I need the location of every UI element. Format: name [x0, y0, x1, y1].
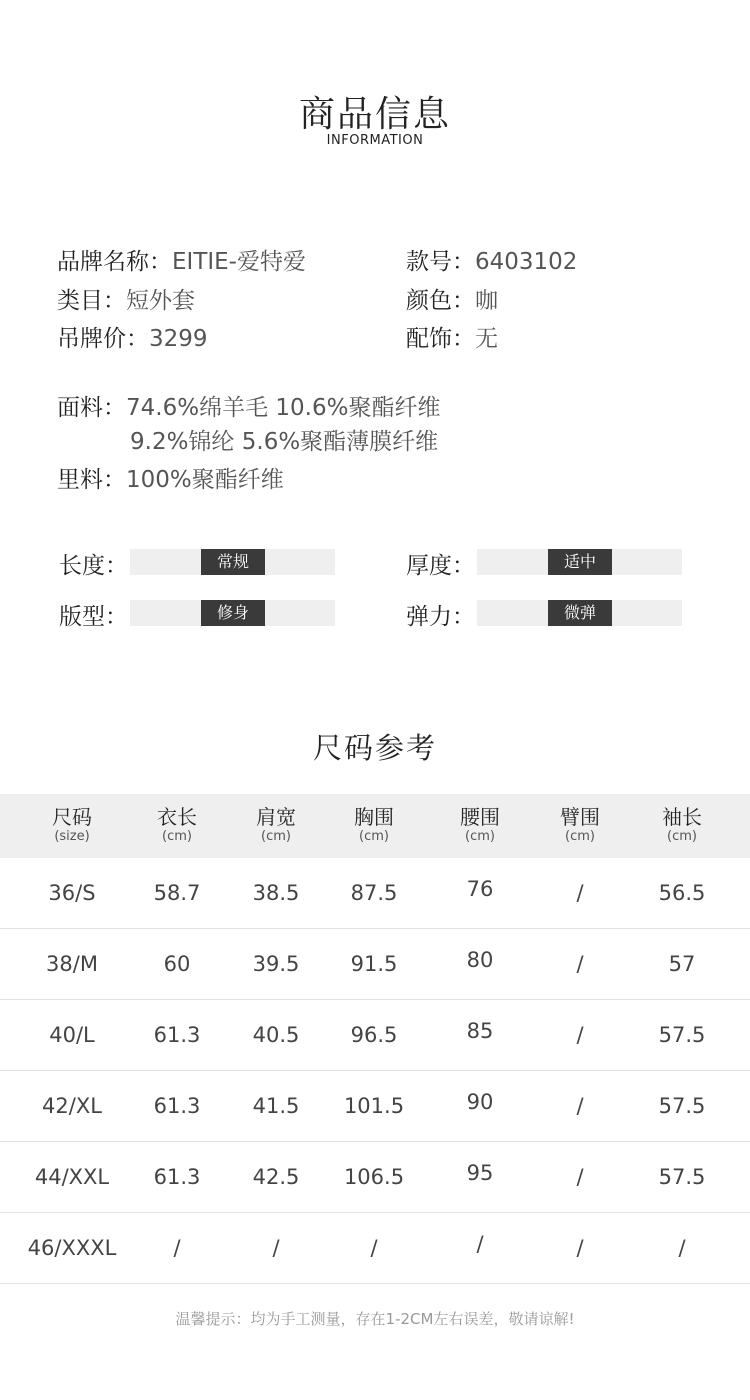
outer-fabric: [57, 389, 440, 422]
style-no-label: 款号：: [406, 249, 475, 275]
length-tag: 常规: [201, 549, 265, 575]
accessory-label: 配饰：: [406, 326, 475, 352]
cell-arm: /: [576, 881, 584, 905]
header-size: [22, 794, 122, 858]
cell-chest: 87.5: [350, 881, 398, 905]
fit-scale: [130, 600, 335, 626]
header-arm-label: 臂围: [560, 805, 600, 829]
cell-sleeve: 56.5: [658, 881, 706, 905]
category-value: 短外套: [126, 288, 195, 314]
style-no-value: 6403102: [475, 249, 578, 275]
header-chest: [324, 794, 424, 858]
header-shoulder-unit: (cm): [261, 829, 291, 844]
cell-chest: 96.5: [350, 1023, 398, 1047]
header-arm: [530, 794, 630, 858]
table-row: [0, 1000, 750, 1071]
brand-label: 品牌名称：: [57, 249, 172, 275]
cell-arm: /: [576, 1094, 584, 1118]
header-size-label: 尺码: [52, 805, 92, 829]
category-info: [57, 282, 195, 315]
lining-label: 里料：: [57, 467, 126, 493]
cell-arm: /: [576, 1165, 584, 1189]
elasticity-tag: 微弹: [548, 600, 612, 626]
header-shoulder: [226, 794, 326, 858]
cell-waist: /: [476, 1232, 484, 1256]
cell-size: 38/M: [46, 952, 98, 976]
cell-shoulder: 41.5: [252, 1094, 300, 1118]
header-length-label: 衣长: [157, 805, 197, 829]
header-chest-label: 胸围: [354, 805, 394, 829]
cell-length: 61.3: [153, 1023, 201, 1047]
table-row: [0, 1213, 750, 1284]
header-sleeve: [632, 794, 732, 858]
elasticity-label: 弹力：: [406, 604, 475, 630]
cell-length: 61.3: [153, 1094, 201, 1118]
table-row: [0, 858, 750, 929]
style-no-info: [406, 243, 577, 276]
header-waist-unit: (cm): [465, 829, 495, 844]
cell-arm: /: [576, 1236, 584, 1260]
outer-fabric-line1: 74.6%绵羊毛 10.6%聚酯纤维: [126, 395, 441, 421]
cell-size: 42/XL: [42, 1094, 102, 1118]
cell-arm: /: [576, 952, 584, 976]
table-row: [0, 929, 750, 1000]
cell-waist: 85: [466, 1019, 494, 1043]
cell-size: 46/XXXL: [27, 1236, 117, 1260]
cell-size: 44/XXL: [34, 1165, 110, 1189]
cell-chest: /: [370, 1236, 378, 1260]
table-row: [0, 1142, 750, 1213]
header-shoulder-label: 肩宽: [256, 805, 296, 829]
page-subtitle: INFORMATION: [326, 133, 424, 148]
fit-label: 版型：: [59, 604, 128, 630]
cell-waist: 76: [466, 877, 494, 901]
header-size-unit: (size): [54, 829, 90, 844]
elasticity-scale: [477, 600, 682, 626]
cell-shoulder: 39.5: [252, 952, 300, 976]
brand-info: [57, 243, 306, 276]
cell-chest: 106.5: [343, 1165, 405, 1189]
cell-sleeve: 57.5: [658, 1165, 706, 1189]
header-arm-unit: (cm): [565, 829, 595, 844]
header-waist-label: 腰围: [460, 805, 500, 829]
outer-fabric-label: 面料：: [57, 395, 126, 421]
cell-size: 40/L: [49, 1023, 95, 1047]
price-info: [57, 320, 208, 353]
cell-arm: /: [576, 1023, 584, 1047]
cell-waist: 80: [466, 948, 494, 972]
color-value: 咖: [475, 288, 498, 314]
accessory-info: [406, 320, 498, 353]
cell-sleeve: 57: [668, 952, 696, 976]
cell-shoulder: 40.5: [252, 1023, 300, 1047]
thickness-tag: 适中: [548, 549, 612, 575]
outer-fabric-line2: 9.2%锦纶 5.6%聚酯薄膜纤维: [130, 429, 439, 455]
size-chart-title: 尺码参考: [312, 731, 437, 765]
cell-chest: 91.5: [350, 952, 398, 976]
cell-shoulder: /: [272, 1236, 280, 1260]
cell-size: 36/S: [48, 881, 96, 905]
thickness-scale: [477, 549, 682, 575]
size-table-header: [0, 794, 750, 858]
thickness-label: 厚度：: [406, 553, 475, 579]
cell-length: 60: [163, 952, 191, 976]
header-sleeve-unit: (cm): [667, 829, 697, 844]
length-scale: [130, 549, 335, 575]
price-label: 吊牌价：: [57, 326, 149, 352]
cell-chest: 101.5: [343, 1094, 405, 1118]
header-waist: [430, 794, 530, 858]
cell-waist: 95: [466, 1161, 494, 1185]
cell-shoulder: 42.5: [252, 1165, 300, 1189]
cell-sleeve: 57.5: [658, 1094, 706, 1118]
page-title: 商品信息: [298, 94, 451, 135]
header-length-unit: (cm): [162, 829, 192, 844]
lining-fabric: [57, 461, 284, 494]
length-label: 长度：: [59, 553, 128, 579]
color-info: [406, 282, 498, 315]
category-label: 类目：: [57, 288, 126, 314]
price-value: 3299: [149, 326, 208, 352]
brand-value: EITIE-爱特爱: [172, 249, 306, 275]
measurement-note: 温馨提示：均为手工测量，存在1-2CM左右误差，敬请谅解!: [175, 1310, 575, 1328]
cell-length: /: [173, 1236, 181, 1260]
header-chest-unit: (cm): [359, 829, 389, 844]
size-table: [0, 794, 750, 1284]
cell-sleeve: /: [678, 1236, 686, 1260]
lining-value: 100%聚酯纤维: [126, 467, 284, 493]
cell-length: 61.3: [153, 1165, 201, 1189]
header-length: [127, 794, 227, 858]
cell-shoulder: 38.5: [252, 881, 300, 905]
cell-length: 58.7: [153, 881, 201, 905]
table-row: [0, 1071, 750, 1142]
accessory-value: 无: [475, 326, 498, 352]
header-sleeve-label: 袖长: [662, 805, 702, 829]
color-label: 颜色：: [406, 288, 475, 314]
cell-waist: 90: [466, 1090, 494, 1114]
fit-tag: 修身: [201, 600, 265, 626]
cell-sleeve: 57.5: [658, 1023, 706, 1047]
